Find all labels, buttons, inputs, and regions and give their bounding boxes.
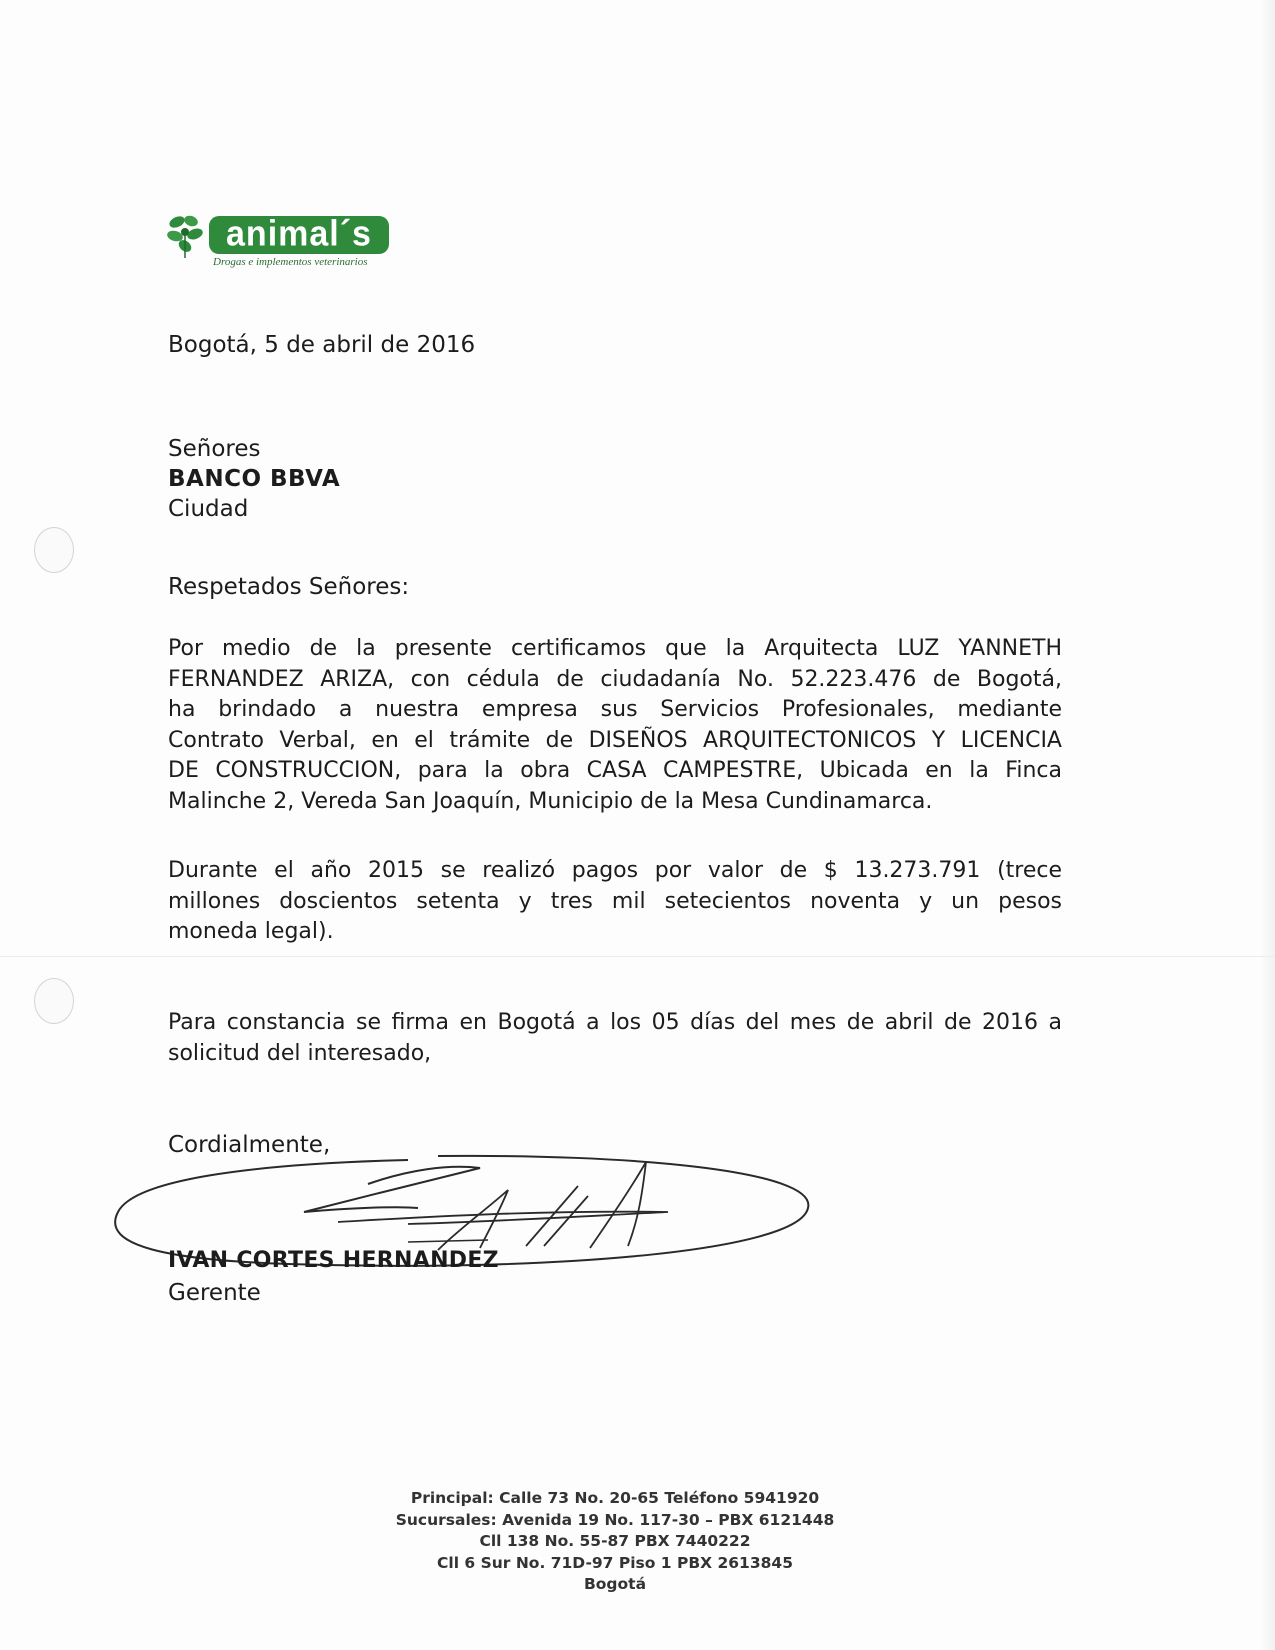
paragraph-line: moneda legal).	[168, 919, 334, 944]
signer-title: Gerente	[168, 1280, 261, 1306]
letter-date: Bogotá, 5 de abril de 2016	[168, 332, 476, 358]
paragraph-line: solicitud del interesado,	[168, 1040, 432, 1066]
recipient-city: Ciudad	[168, 496, 249, 522]
paragraph-line: Malinche 2, Vereda San Joaquín, Municipio de la Mesa Cundinamarca.	[168, 788, 933, 814]
paragraph-line: FERNANDEZ ARIZA, con cédula de ciudadanía No. 52.223.476 de Bogotá,	[168, 666, 1062, 692]
fold-line	[0, 956, 1275, 957]
recipient-salutation: Señores	[168, 436, 261, 462]
logo-tagline: Drogas e implementos veterinarios	[213, 256, 368, 268]
punch-hole-bottom	[34, 978, 74, 1024]
paragraph-payments	[168, 856, 1062, 948]
page-edge-shadow	[1257, 0, 1275, 1650]
recipient-name: BANCO BBVA	[168, 466, 341, 492]
paragraph-line: Durante el año 2015 se realizó pagos por valor de $ 13.273.791 (trece	[168, 858, 1062, 883]
footer-line: Cll 138 No. 55-87 PBX 7440222	[479, 1532, 751, 1550]
paragraph-line: Contrato Verbal, en el trámite de DISEÑOS ARQUITECTONICOS Y LICENCIA	[168, 727, 1062, 753]
footer-line: Bogotá	[583, 1575, 647, 1593]
letter-greeting: Respetados Señores:	[168, 574, 410, 600]
paragraph-line: millones doscientos setenta y tres mil setecientos noventa y un pesos	[168, 888, 1062, 914]
footer-line: Principal: Calle 73 No. 20-65 Teléfono 5941920	[410, 1489, 820, 1507]
signer-name: IVAN CORTES HERNANDEZ	[168, 1248, 499, 1273]
paragraph-line: Por medio de la presente certificamos que la Arquitecta LUZ YANNETH	[168, 636, 1062, 661]
letter-closing: Cordialmente,	[168, 1132, 331, 1158]
paragraph-certification	[168, 634, 1062, 817]
footer-line: Cll 6 Sur No. 71D-97 Piso 1 PBX 2613845	[437, 1553, 793, 1572]
paragraph-line: ha brindado a nuestra empresa sus Servicios Profesionales, mediante	[168, 697, 1062, 722]
paragraph-constancy	[168, 1008, 1062, 1069]
footer-line: Sucursales: Avenida 19 No. 117-30 – PBX 6121448	[395, 1510, 835, 1529]
leaf-cluster-icon	[165, 212, 215, 260]
company-logo	[165, 212, 395, 272]
logo-brand-text: animal´s	[226, 214, 372, 254]
paragraph-line: DE CONSTRUCCION, para la obra CASA CAMPESTRE, Ubicada en la Finca	[168, 758, 1062, 783]
punch-hole-top	[34, 527, 74, 573]
paragraph-line: Para constancia se firma en Bogotá a los 05 días del mes de abril de 2016 a	[168, 1010, 1062, 1035]
company-addresses	[0, 1488, 1230, 1596]
